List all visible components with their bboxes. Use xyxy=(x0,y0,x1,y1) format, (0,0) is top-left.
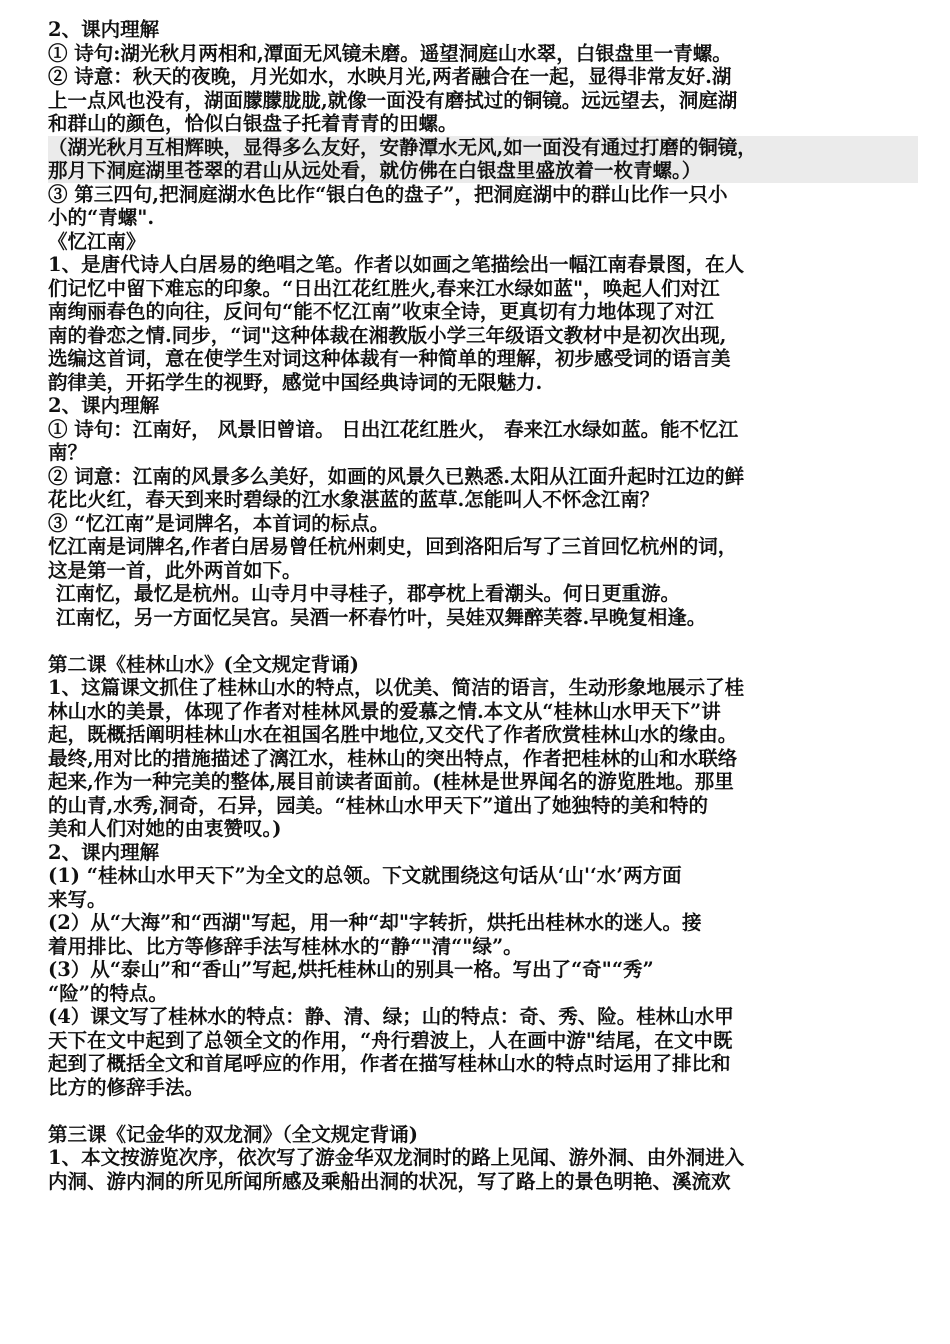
text-line: 这是第一首，此外两首如下。 xyxy=(48,558,302,582)
text-line: 忆江南是词牌名,作者白居易曾任杭州刺史，回到洛阳后写了三首回忆杭州的词， xyxy=(48,535,738,558)
text-line: (1) “桂林山水甲天下”为全文的总领。下文就围绕这句话从‘山'‘水’两方面 xyxy=(48,864,682,887)
section-title: 《忆江南》 xyxy=(48,229,146,253)
text-line: (4）课文写了桂林水的特点：静、清、绿；山的特点：奇、秀、险。桂林山水甲 xyxy=(48,1005,734,1028)
text-line: 花比火红，春天到来时碧绿的江水象湛蓝的蓝草.怎能叫人不怀念江南？ xyxy=(48,488,660,511)
text-line: 的山青,水秀,洞奇，石异，园美。“桂林山水甲天下”道出了她独特的美和特的 xyxy=(48,793,709,817)
text-line: 天下在文中起到了总领全文的作用，“舟行碧波上，人在画中游"结尾，在文中既 xyxy=(48,1028,733,1052)
poem-line: 江南忆，最忆是杭州。山寺月中寻桂子，郡亭枕上看潮头。何日更重游。 xyxy=(56,582,681,605)
text-line: 起到了概括全文和首尾呼应的作用，作者在描写桂林山水的特点时运用了排比和 xyxy=(48,1052,731,1075)
document-page xyxy=(48,18,918,1193)
text-line: 起来,作为一种完美的整体,展目前读者面前。(桂林是世界闻名的游览胜地。那里 xyxy=(48,770,734,793)
text-line: 最终,用对比的措施描述了漓江水，桂林山的突出特点，作者把桂林的山和水联络 xyxy=(48,746,738,770)
text-line: 和群山的颜色，恰似白银盘子托着青青的田螺。 xyxy=(48,112,458,135)
text-line: ③ 第三四句,把洞庭湖水色比作“银白色的盘子”，把洞庭湖中的群山比作一只小 xyxy=(48,182,728,206)
highlighted-text-line: 那月下洞庭湖里苍翠的君山从远处看，就仿佛在白银盘里盛放着一枚青螺。） xyxy=(48,159,918,183)
text-line: ① 诗句：江南好， 风景旧曾谙。 日出江花红胜火， 春来江水绿如蓝。能不忆江 xyxy=(48,417,739,441)
text-line: 南绚丽春色的向往，反问句“能不忆江南”收束全诗，更真切有力地体现了对江 xyxy=(48,300,714,323)
text-line: ② 词意：江南的风景多么美好，如画的风景久已熟悉.太阳从江面升起时江边的鲜 xyxy=(48,464,745,488)
text-line: ③ “忆江南”是词牌名，本首词的标点。 xyxy=(48,511,390,535)
text-line: ① 诗句:湖光秋月两相和,潭面无风镜未磨。遥望洞庭山水翠，白银盘里一青螺。 xyxy=(48,41,732,65)
text-line: 选编这首词，意在使学生对词这种体裁有一种简单的理解，初步感受词的语言美 xyxy=(48,347,731,370)
poem-line: 江南忆，另一方面忆吴宫。吴酒一杯春竹叶，吴娃双舞醉芙蓉.早晚复相逢。 xyxy=(56,605,707,629)
text-line: 着用排比、比方等修辞手法写桂林水的“静“"清“"绿”。 xyxy=(48,934,523,958)
text-line: 来写。 xyxy=(48,887,107,911)
text-line: ② 诗意：秋天的夜晚，月光如水，水映月光,两者融合在一起，显得非常友好.湖 xyxy=(48,65,732,88)
text-line: 2、课内理解 xyxy=(48,18,160,41)
text-line: 韵律美，开拓学生的视野，感觉中国经典诗词的无限魅力. xyxy=(48,370,543,394)
text-line: 1、这篇课文抓住了桂林山水的特点，以优美、简洁的语言，生动形象地展示了桂 xyxy=(48,676,745,699)
text-line: 起，既概括阐明桂林山水在祖国名胜中地位,又交代了作者欣赏桂林山水的缘由。 xyxy=(48,723,738,746)
lesson-title: 第二课《桂林山水》(全文规定背诵) xyxy=(48,652,359,676)
section-heading: 2、课内理解 xyxy=(48,394,160,417)
text-line: 1、本文按游览次序，依次写了游金华双龙洞时的路上见闻、游外洞、由外洞进入 xyxy=(48,1146,745,1169)
text-line: (3）从“泰山”和“香山”写起,烘托桂林山的别具一格。写出了“奇"“秀” xyxy=(48,958,654,981)
text-line: 美和人们对她的由衷赞叹。) xyxy=(48,817,282,840)
text-line: 南？ xyxy=(48,441,88,464)
text-line: (2）从“大海”和“西湖"写起，用一种“却"字转折，烘托出桂林水的迷人。接 xyxy=(48,911,702,934)
highlighted-text-line: （湖光秋月互相辉映，显得多么友好，安静潭水无风,如一面没有通过打磨的铜镜， xyxy=(48,136,918,160)
blank-line xyxy=(48,629,918,653)
text-line: 1、是唐代诗人白居易的绝唱之笔。作者以如画之笔描绘出一幅江南春景图，在人 xyxy=(48,253,745,276)
text-line: 们记忆中留下难忘的印象。“日出江花红胜火,春来江水绿如蓝"，唤起人们对江 xyxy=(48,276,720,300)
text-line: 林山水的美景，体现了作者对桂林风景的爱慕之情.本文从“桂林山水甲天下”讲 xyxy=(48,699,721,723)
text-line: “险”的特点。 xyxy=(48,981,168,1005)
blank-line xyxy=(48,1099,918,1123)
text-line: 南的眷恋之情.同步，“词"这种体裁在湘教版小学三年级语文教材中是初次出现, xyxy=(48,323,727,347)
text-line: 内洞、游内洞的所见所闻所感及乘船出洞的状况，写了路上的景色明艳、溪流欢 xyxy=(48,1169,731,1193)
text-line: 比方的修辞手法。 xyxy=(48,1075,205,1099)
lesson-title: 第三课《记金华的双龙洞》（全文规定背诵) xyxy=(48,1122,418,1146)
section-heading: 2、课内理解 xyxy=(48,840,160,864)
text-line: 小的“青螺". xyxy=(48,206,155,229)
text-line: 上一点风也没有，湖面朦朦胧胧,就像一面没有磨拭过的铜镜。远远望去，洞庭湖 xyxy=(48,88,738,112)
